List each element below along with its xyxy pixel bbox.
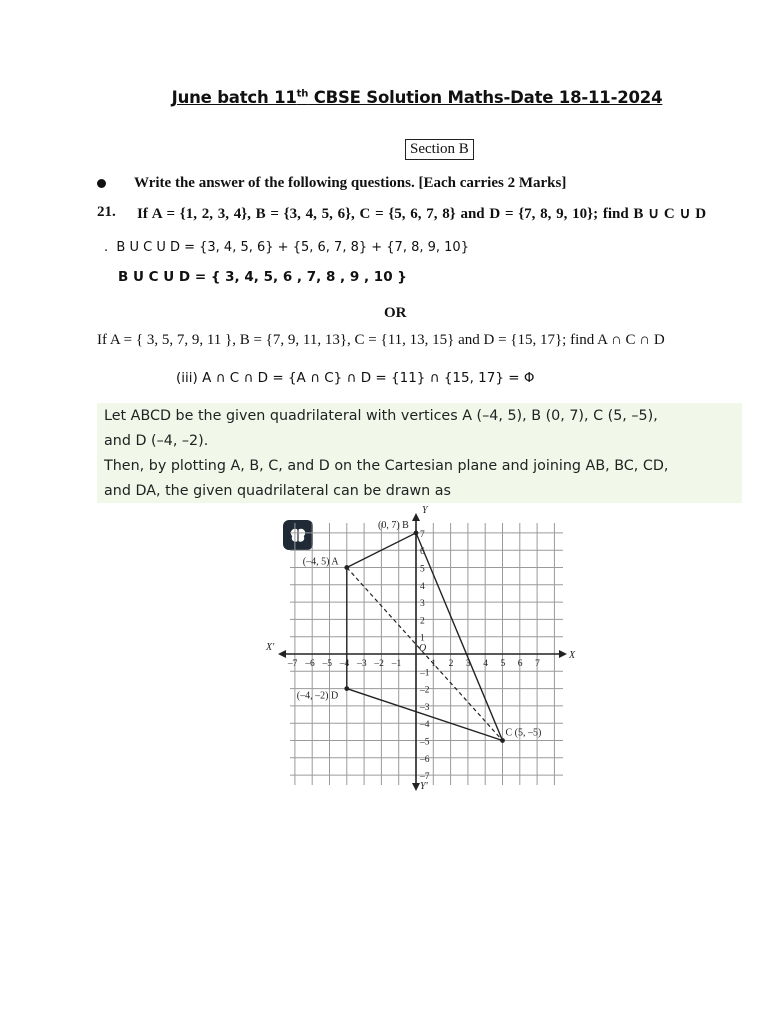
y-axis-label: Y <box>422 505 428 516</box>
point-label-b: (0, 7) B <box>378 519 409 531</box>
x-tick-label: 2 <box>448 659 454 669</box>
explanation-line-4: and DA, the given quadrilateral can be drawn as <box>104 483 451 499</box>
or-label: OR <box>384 305 407 321</box>
point-label-a: (–4, 5) A <box>302 556 339 568</box>
y-axis-neg-label: Y' <box>420 781 428 792</box>
x-tick-label: 1 <box>431 659 437 669</box>
y-tick-label: –7 <box>420 772 430 783</box>
y-axis-neg-arrow <box>412 783 420 791</box>
x-axis-neg-label: X' <box>266 642 275 653</box>
origin-label: O <box>419 643 427 654</box>
explanation-line-3: Then, by plotting A, B, C, and D on the Cartesian plane and joining AB, BC, CD, <box>104 458 669 474</box>
y-tick-label: –3 <box>420 702 430 713</box>
y-tick-label: 5 <box>420 564 425 575</box>
y-tick-label: 6 <box>420 547 425 558</box>
graph-labels <box>265 505 576 792</box>
x-tick-label: –5 <box>322 659 332 669</box>
x-tick-label: –7 <box>287 659 298 669</box>
y-tick-label: –6 <box>420 754 430 765</box>
x-tick-label: –1 <box>391 659 402 669</box>
y-tick-label: 1 <box>420 633 425 644</box>
x-axis-arrow <box>559 650 567 658</box>
vertex-b <box>414 531 419 536</box>
x-axis-neg-arrow <box>278 650 286 658</box>
y-tick-label: 2 <box>420 616 425 627</box>
alt-question-text: If A = { 3, 5, 7, 9, 11 }, B = {7, 9, 11, 13}, C = {11, 13, 15} and D = {15, 17}; find A ∩ C ∩ D <box>97 332 665 348</box>
y-tick-label: 7 <box>420 529 425 540</box>
x-tick-label: –6 <box>305 659 315 669</box>
x-tick-label: 5 <box>500 659 506 669</box>
page-title: June batch 11th CBSE Solution Maths-Date 18-11-2024 <box>171 88 663 107</box>
question-21-text: If A = {1, 2, 3, 4}, B = {3, 4, 5, 6}, C = {5, 6, 7, 8} and D = {7, 8, 9, 10}; find B ∪ C ∪ D <box>137 206 707 222</box>
x-tick-label: –4 <box>339 659 350 669</box>
vertex-c <box>500 738 505 743</box>
question-number: 21. <box>97 204 116 220</box>
explanation-line-2: and D (–4, –2). <box>104 433 209 449</box>
y-tick-label: 3 <box>420 599 425 610</box>
y-tick-label: –1 <box>420 668 430 679</box>
point-label-d: (–4, –2) D <box>296 690 339 702</box>
answer-line-2: B U C U D = { 3, 4, 5, 6 , 7, 8 , 9 , 10 } <box>118 269 407 285</box>
y-axis-arrow <box>412 513 420 521</box>
y-tick-label: –4 <box>420 720 430 731</box>
vertex-d <box>344 686 349 691</box>
x-tick-label: 7 <box>535 659 540 669</box>
x-tick-label: 6 <box>517 659 523 669</box>
x-tick-label: –2 <box>374 659 384 669</box>
instruction-text: Write the answer of the following questions. [Each carries 2 Marks] <box>134 175 567 191</box>
y-tick-label: –2 <box>420 685 430 696</box>
x-tick-label: 4 <box>483 659 488 669</box>
section-label: Section B <box>405 139 474 160</box>
explanation-line-1: Let ABCD be the given quadrilateral with vertices A (–4, 5), B (0, 7), C (5, –5), <box>104 408 658 424</box>
vertex-a <box>344 565 349 570</box>
alt-answer: (iii) A ∩ C ∩ D = {A ∩ C} ∩ D = {11} ∩ {15, 17} = Φ <box>176 370 535 386</box>
answer-line-1: . B U C U D = {3, 4, 5, 6} + {5, 6, 7, 8} + {7, 8, 9, 10} <box>104 240 469 255</box>
point-label-c: C (5, –5) <box>505 727 542 739</box>
y-tick-label: –5 <box>420 737 430 748</box>
y-tick-label: 4 <box>420 581 425 592</box>
x-tick-label: –3 <box>357 659 367 669</box>
x-axis-label: X <box>569 650 576 661</box>
x-tick-label: 3 <box>465 659 471 669</box>
